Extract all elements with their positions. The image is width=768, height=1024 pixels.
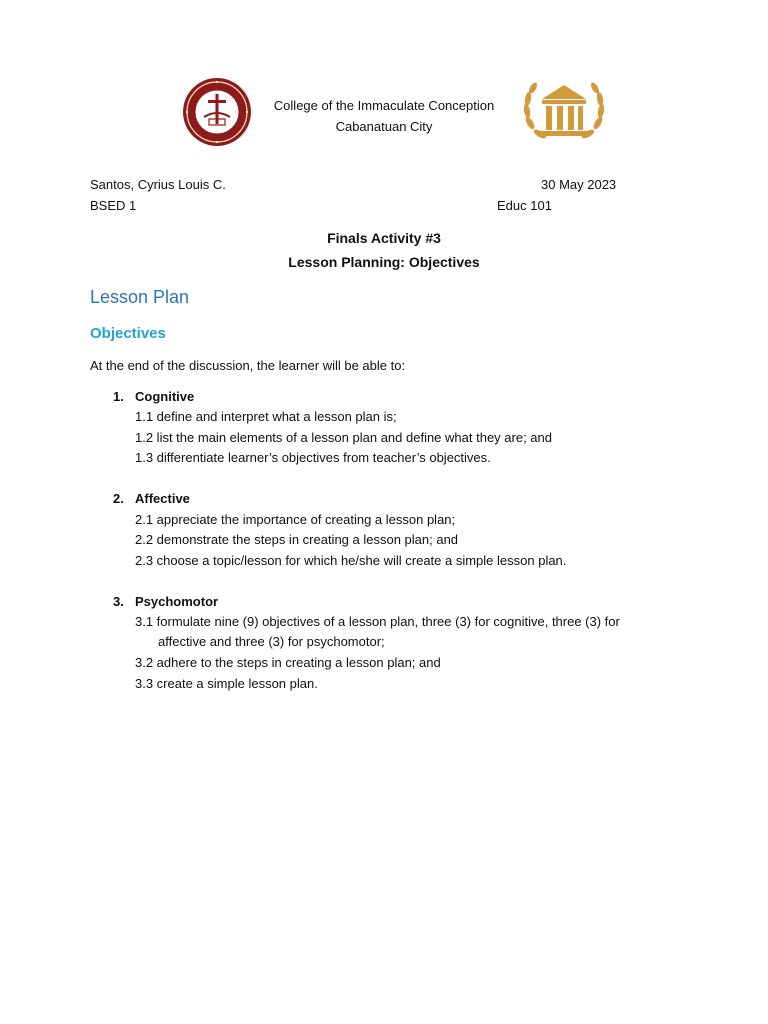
objective-item: 2.3 choose a topic/lesson for which he/she will create a simple lesson plan.: [135, 553, 567, 568]
student-name: Santos, Cyrius Louis C.: [90, 177, 226, 192]
objective-item: 3.3 create a simple lesson plan.: [135, 676, 318, 691]
section-subheading: Objectives: [90, 325, 166, 342]
college-name: College of the Immaculate Conception: [273, 98, 495, 113]
objective-item: 3.1 formulate nine (9) objectives of a lesson plan, three (3) for cognitive, three (3) for: [135, 614, 620, 629]
objective-item: 3.2 adhere to the steps in creating a lesson plan; and: [135, 655, 441, 670]
objective-item: 2.2 demonstrate the steps in creating a lesson plan; and: [135, 532, 459, 547]
intro-text: At the end of the discussion, the learner will be able to:: [90, 358, 406, 373]
objective-item: 1.1 define and interpret what a lesson plan is;: [135, 409, 397, 424]
college-seal-icon: [182, 77, 252, 147]
domain-name: Affective: [135, 491, 190, 506]
section-heading: Lesson Plan: [90, 287, 190, 307]
list-number: 2.: [113, 491, 124, 506]
course-code: Educ 101: [497, 198, 552, 213]
objective-item: 2.1 appreciate the importance of creating a lesson plan;: [135, 512, 456, 527]
list-number: 3.: [113, 594, 124, 609]
list-number: 1.: [113, 389, 124, 404]
domain-name: Psychomotor: [135, 594, 219, 609]
submission-date: 30 May 2023: [541, 177, 617, 192]
college-city: Cabanatuan City: [335, 119, 433, 134]
objective-item: 1.3 differentiate learner’s objectives from teacher’s objectives.: [135, 450, 491, 465]
college-header: [258, 95, 510, 137]
objective-item: 1.2 list the main elements of a lesson plan and define what they are; and: [135, 430, 552, 445]
domain-name: Cognitive: [135, 389, 195, 404]
activity-title: Finals Activity #3: [327, 230, 441, 246]
objective-item-continuation: affective and three (3) for psychomotor;: [158, 634, 385, 649]
program: BSED 1: [90, 198, 137, 213]
topic-title: Lesson Planning: Objectives: [288, 254, 480, 270]
laurel-building-icon: [520, 79, 608, 145]
